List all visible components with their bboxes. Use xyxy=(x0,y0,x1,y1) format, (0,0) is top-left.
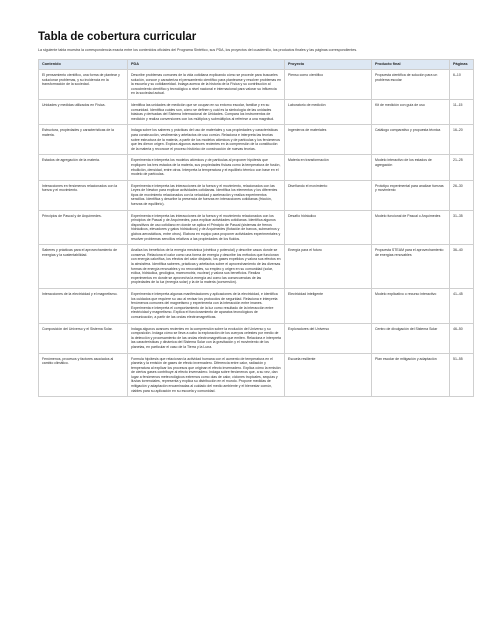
cell-proyecto: Exploradores del Universo xyxy=(285,323,372,353)
cell-pda: Indaga algunos avances recientes en la comprensión sobre la evolución del Universo y su composición. Indaga cómo se lleva a cabo la exploración de los cuerpos celestes por medio de la detección y procesamiento de las ondas electromagnéticas que emiten. Relaciona e interpreta las características y dinámica del Sistema Solar con la gravitación y el movimiento de los planetas, en particular el caso de la Tierra y la Luna. xyxy=(128,323,285,353)
cell-proyecto: Laboratorio de medición xyxy=(285,99,372,124)
cell-contenido: Unidades y medidas utilizados en Física. xyxy=(39,99,128,124)
cell-producto: Propuesta científica de solución para un problema escolar xyxy=(372,70,450,100)
cell-producto: Modelo interactivo de los estados de agregación xyxy=(372,155,450,180)
cell-paginas: 36–40 xyxy=(450,245,474,289)
cell-producto: Propuesta STEAM para el aprovechamiento de energías renovables xyxy=(372,245,450,289)
intro-text: La siguiente tabla muestra la correspondencia exacta entre los contenidos oficiales del Programa Sintético, sus PDA, los proyectos del cuadernillo, los productos finales y las páginas correspondientes. xyxy=(38,48,358,52)
cell-producto: Prototipo experimental para analizar fuerzas y movimiento xyxy=(372,180,450,210)
table-header-row xyxy=(39,60,474,70)
cell-producto: Plan escolar de mitigación y adaptación xyxy=(372,353,450,397)
cell-paginas: 41–45 xyxy=(450,288,474,323)
table-row xyxy=(39,180,474,210)
cell-paginas: 46–50 xyxy=(450,323,474,353)
cell-pda: Analiza los beneficios de la energía mecánica (cinética y potencial) y describe casos donde se conserva. Relaciona el calor como una forma de energía y describe los métodos que funcionan con energía calorífica, los efectos del calor disipado, los gases expelidos y valora sus efectos en la atmósfera. Identifica saberes, prácticas y artefactos sobre el aprovechamiento de las diversas formas de energía renovables y no renovables, su empleo y origen en su comunidad (solar, eólica, hidráulica, geológica, mareomotriz, nuclear) y valora sus beneficios. Realiza experimentos en donde se aprovecha la energía así como las consecuencias de las propiedades de la luz (energía solar) y la de la materia (conversión). xyxy=(128,245,285,289)
cell-contenido: Estados de agregación de la materia. xyxy=(39,155,128,180)
header-contenido: Contenido xyxy=(39,60,128,70)
header-proyecto: Proyecto xyxy=(285,60,372,70)
header-paginas: Páginas xyxy=(450,60,474,70)
cell-paginas: 26–30 xyxy=(450,180,474,210)
cell-pda: Formula hipótesis que relacionan la actividad humana con el aumento de temperatura en el planeta y la emisión de gases de efecto invernadero. Diferencia entre calor, radiación y temperatura al explicar los procesos que originan el efecto invernadero. Explica cómo la emisión de ciertos gases contribuye al efecto invernadero. Indaga sobre fenómenos que, a su vez, dan lugar a fenómenos meteorológicos extremos como olas de calor, ciclones tropicales, sequías y lluvias torrenciales, representa y explica su distribución en el mundo. Propone medidas de mitigación y adaptación encaminadas al cuidado del medio ambiente y el bienestar común, viables para su aplicación en su escuela y comunidad. xyxy=(128,353,285,397)
page-title: Tabla de cobertura curricular xyxy=(38,31,197,43)
cell-proyecto: Diseñando el movimiento xyxy=(285,180,372,210)
cell-producto: Kit de medición con guía de uso xyxy=(372,99,450,124)
cell-pda: Experimenta e interpreta las interacciones de la fuerza y el movimiento, relacionados con las Leyes de Newton para explicar actividades cotidianas. Identifica los elementos y los diferentes tipos de movimiento relacionados con la velocidad y aceleración y realiza experimentos sencillos. Identifica y describe la presencia de fuerzas en interacciones cotidianas (fricción, fuerzas de equilibrio). xyxy=(128,180,285,210)
cell-proyecto: Escuela resiliente xyxy=(285,353,372,397)
cell-proyecto: Pienso como científico xyxy=(285,70,372,100)
cell-proyecto: Electricidad inteligente xyxy=(285,288,372,323)
table-row xyxy=(39,210,474,245)
cell-producto: Centro de divulgación del Sistema Solar xyxy=(372,323,450,353)
cell-proyecto: Desafío hidráulico xyxy=(285,210,372,245)
header-pda: PDA xyxy=(128,60,285,70)
table-row xyxy=(39,99,474,124)
cell-paginas: 6–10 xyxy=(450,70,474,100)
cell-producto: Modelo funcional de Pascal o Arquímedes xyxy=(372,210,450,245)
table-row xyxy=(39,70,474,100)
cell-pda: Indaga sobre los saberes y prácticas del uso de materiales y sus propiedades y características para construcción, vestimenta y artefactos de uso común. Relaciona e interpreta las teorías sobre estructura de la materia, a partir de los modelos atómicos y de partículas y los fenómenos que les dieron origen. Explora algunos avances recientes en la comprensión de la constitución de la materia y reconoce el proceso histórico de construcción de nuevas teorías. xyxy=(128,125,285,155)
cell-contenido: Composición del Universo y el Sistema Solar. xyxy=(39,323,128,353)
cell-producto: Catálogo comparativo y propuesta técnica xyxy=(372,125,450,155)
cell-contenido: Saberes y prácticas para el aprovechamiento de energías y la sustentabilidad. xyxy=(39,245,128,289)
cell-contenido: Principios de Pascal y de Arquímedes. xyxy=(39,210,128,245)
cell-pda: Experimenta e interpreta las interacciones de la fuerza y el movimiento relacionados con los principios de Pascal y de Arquímedes, para explicar actividades cotidianas. Identifica algunos dispositivos de uso cotidiano en donde se aplica el Principio de Pascal (sistemas de frenos hidráulicos, elevadores y gatos hidráulicos) y de Arquímedes (flotación de barcos, submarinos y globos aerostáticos, entre otros). Elabora en equipo para proponer actividades experimentales y resolver problemas sencillos relativos a las propiedades de los fluidos. xyxy=(128,210,285,245)
curriculum-table xyxy=(38,59,474,397)
cell-contenido: Fenómenos, procesos y factores asociados al cambio climático. xyxy=(39,353,128,397)
cell-contenido: El pensamiento científico, una forma de plantear y solucionar problemas, y su incidencia en la transformación de la sociedad. xyxy=(39,70,128,100)
cell-contenido: Estructura, propiedades y características de la materia. xyxy=(39,125,128,155)
table-row xyxy=(39,353,474,397)
header-producto-final: Producto final xyxy=(372,60,450,70)
cell-proyecto: Energía para el futuro xyxy=(285,245,372,289)
cell-proyecto: Ingenieros de materiales xyxy=(285,125,372,155)
cell-contenido: Interacciones en fenómenos relacionados con la fuerza y el movimiento. xyxy=(39,180,128,210)
cell-pda: Experimenta e interpreta los modelos atómicos y de partículas al proponer hipótesis que expliquen los tres estados de la materia, sus propiedades físicas como la temperatura de fusión, ebullición, densidad, entre otros. Interpreta la temperatura y el equilibrio térmico con base en el modelo de partículas. xyxy=(128,155,285,180)
cell-proyecto: Materia en transformación xyxy=(285,155,372,180)
cell-pda: Experimenta e interpreta algunas manifestaciones y aplicaciones de la electricidad, e identifica los cuidados que requiere su uso al revisar los protocolos de seguridad. Relaciona e interpreta fenómenos comunes del magnetismo y experimenta con la interacción entre imanes. Experimenta e interpreta el comportamiento de la luz como resultado de la interacción entre electricidad y magnetismo. Explica el funcionamiento de aparatos tecnológicos de comunicación, a partir de las ondas electromagnéticas. xyxy=(128,288,285,323)
cell-paginas: 21–25 xyxy=(450,155,474,180)
cell-producto: Modelo explicativo o recurso interactivo xyxy=(372,288,450,323)
cell-paginas: 51–55 xyxy=(450,353,474,397)
cell-paginas: 16–20 xyxy=(450,125,474,155)
table-row xyxy=(39,323,474,353)
cell-contenido: Interacciones de la electricidad y el magnetismo. xyxy=(39,288,128,323)
cell-paginas: 11–15 xyxy=(450,99,474,124)
table-row xyxy=(39,288,474,323)
table-row xyxy=(39,155,474,180)
table-row xyxy=(39,245,474,289)
cell-pda: Identifica las unidades de medición que se ocupan en su entorno escolar, familiar y en su comunidad. Identifica cuáles son, cómo se definen y cuál es la simbología de las unidades básicas y derivadas del Sistema Internacional de Unidades. Compara los instrumentos de medición y realiza conversiones con los múltiplos y submúltiplos al referirse a una magnitud. xyxy=(128,99,285,124)
cell-paginas: 31–35 xyxy=(450,210,474,245)
cell-pda: Describe problemas comunes de la vida cotidiana explicando cómo se procede para buscarles solución, conoce y caracteriza el pensamiento científico para plantearse y resolver problemas en la escuela y su cotidianeidad. Indaga acerca de la historia de la Física y su contribución al conocimiento científico y tecnológico a nivel nacional e internacional para valorar su influencia en la sociedad actual. xyxy=(128,70,285,100)
table-row xyxy=(39,125,474,155)
